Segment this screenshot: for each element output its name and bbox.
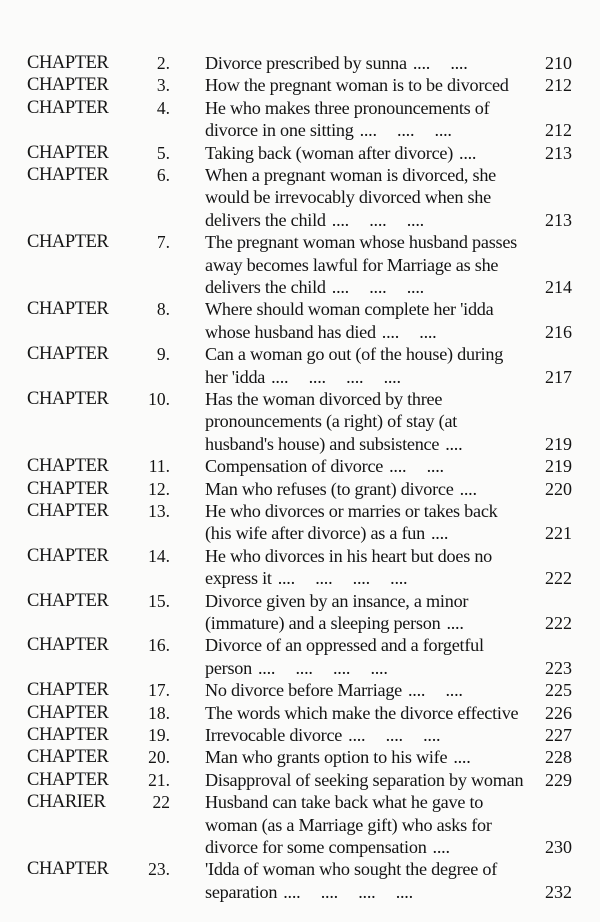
chapter-title-line bbox=[205, 119, 533, 141]
chapter-title-line bbox=[205, 657, 533, 679]
leader-dots: .... .... bbox=[408, 680, 463, 701]
chapter-title bbox=[205, 679, 533, 701]
chapter-title-line bbox=[205, 724, 533, 746]
page-number: 222 bbox=[545, 612, 572, 633]
chapter-number: 8. bbox=[156, 299, 170, 320]
chapter-title-text: Disapproval of seeking separation by woman bbox=[205, 769, 524, 790]
chapter-title-line bbox=[205, 321, 533, 343]
chapter-label: CHAPTER bbox=[27, 702, 109, 723]
chapter-title-line bbox=[205, 567, 533, 589]
chapter-title-text: (immature) and a sleeping person bbox=[205, 613, 441, 633]
leader-dots: .... .... .... .... bbox=[258, 657, 388, 678]
chapter-title-line bbox=[205, 881, 533, 903]
leader-dots: .... .... bbox=[389, 456, 444, 477]
chapter-label: CHAPTER bbox=[27, 680, 109, 701]
chapter-number: 18. bbox=[148, 702, 170, 723]
page-number: 229 bbox=[545, 769, 572, 790]
chapter-title-text: Irrevocable divorce bbox=[205, 725, 343, 745]
chapter-title-line bbox=[205, 612, 533, 634]
chapter-number: 4. bbox=[156, 97, 170, 118]
chapter-label: CHAPTER bbox=[27, 75, 109, 96]
chapter-title bbox=[205, 142, 533, 164]
chapter-number: 3. bbox=[156, 75, 170, 96]
leader-dots: .... bbox=[446, 613, 464, 633]
chapter-title-line: Divorce given by an insance, a minor bbox=[205, 590, 469, 611]
chapter-title-line bbox=[205, 478, 533, 500]
leader-dots: .... bbox=[459, 142, 477, 163]
chapter-title-text: No divorce before Marriage bbox=[205, 680, 402, 701]
chapter-label: CHAPTER bbox=[27, 545, 109, 566]
chapter-title-line bbox=[205, 209, 533, 231]
chapter-title bbox=[205, 231, 533, 298]
page-number: 226 bbox=[545, 702, 572, 723]
chapter-title bbox=[205, 590, 533, 635]
chapter-label: CHAPTER bbox=[27, 389, 109, 409]
chapter-title bbox=[205, 746, 533, 768]
chapter-number: 19. bbox=[148, 725, 170, 745]
chapter-number: 9. bbox=[156, 344, 170, 365]
leader-dots: .... bbox=[445, 433, 463, 454]
chapter-label: CHAPTER bbox=[27, 299, 109, 320]
chapter-title-text: express it bbox=[205, 568, 272, 589]
chapter-title-line bbox=[205, 74, 533, 96]
chapter-number: 12. bbox=[148, 478, 170, 499]
page-number: 232 bbox=[545, 881, 572, 902]
chapter-title-line bbox=[205, 433, 533, 455]
chapter-title-text: divorce in one sitting bbox=[205, 120, 354, 141]
chapter-number: 14. bbox=[148, 545, 170, 566]
chapter-number: 5. bbox=[156, 142, 170, 163]
chapter-label: CHAPTER bbox=[27, 747, 109, 768]
page-number: 223 bbox=[545, 657, 572, 678]
chapter-title-line: The pregnant woman whose husband passes bbox=[205, 232, 517, 253]
chapter-label: CHAPTER bbox=[27, 97, 109, 118]
page-number: 213 bbox=[545, 209, 572, 230]
chapter-title bbox=[205, 74, 533, 96]
chapter-title-text: Taking back (woman after divorce) bbox=[205, 142, 454, 163]
chapter-number: 6. bbox=[156, 165, 170, 185]
page-number: 228 bbox=[545, 747, 572, 768]
chapter-label: CHAPTER bbox=[27, 725, 109, 745]
chapter-title-line bbox=[205, 679, 533, 701]
chapter-title bbox=[205, 724, 533, 746]
page-number: 216 bbox=[545, 321, 572, 342]
chapter-title-text: separation bbox=[205, 881, 278, 902]
chapter-title-text: husband's house) and subsistence bbox=[205, 433, 440, 454]
chapter-title bbox=[205, 343, 533, 388]
chapter-label: CHAPTER bbox=[27, 53, 109, 73]
chapter-title-line bbox=[205, 276, 533, 298]
chapter-title-line: woman (as a Marriage gift) who asks for bbox=[205, 814, 492, 835]
chapter-title bbox=[205, 52, 533, 74]
chapter-title-line bbox=[205, 52, 533, 74]
chapter-title bbox=[205, 791, 533, 858]
chapter-title-text: her 'idda bbox=[205, 366, 266, 387]
chapter-title bbox=[205, 388, 533, 455]
chapter-title-line: When a pregnant woman is divorced, she bbox=[205, 165, 497, 185]
page-number: 227 bbox=[545, 725, 572, 745]
chapter-number: 23. bbox=[148, 859, 170, 880]
chapter-title-text: delivers the child bbox=[205, 209, 326, 230]
chapter-title-text: Compensation of divorce bbox=[205, 456, 384, 477]
chapter-label: CHAPTER bbox=[27, 232, 109, 253]
chapter-number: 10. bbox=[148, 389, 170, 409]
chapter-number: 11. bbox=[148, 456, 170, 477]
chapter-title-line bbox=[205, 746, 533, 768]
leader-dots: .... .... .... bbox=[331, 277, 424, 297]
chapter-title-text: divorce for some compensation bbox=[205, 837, 427, 857]
leader-dots: .... bbox=[459, 478, 477, 499]
chapter-label: CHAPTER bbox=[27, 165, 109, 185]
chapter-title-line bbox=[205, 836, 533, 858]
page-number: 220 bbox=[545, 478, 572, 499]
chapter-title bbox=[205, 298, 533, 343]
page-number: 222 bbox=[545, 568, 572, 589]
chapter-title bbox=[205, 500, 533, 545]
chapter-title-text: Divorce prescribed by sunna bbox=[205, 53, 407, 73]
chapter-title bbox=[205, 702, 533, 724]
chapter-label: CHAPTER bbox=[27, 590, 109, 611]
chapter-label: CHAPTER bbox=[27, 501, 109, 521]
page-number: 225 bbox=[545, 680, 572, 701]
leader-dots: .... bbox=[432, 837, 450, 857]
page-number: 213 bbox=[545, 142, 572, 163]
chapter-title-text: delivers the child bbox=[205, 277, 326, 297]
leader-dots: .... .... .... bbox=[359, 120, 452, 141]
chapter-label: CHARIER bbox=[27, 792, 106, 813]
chapter-title-line: Can a woman go out (of the house) during bbox=[205, 344, 504, 365]
leader-dots: .... .... bbox=[412, 53, 468, 73]
chapter-number: 7. bbox=[156, 232, 170, 253]
chapter-title-line: pronouncements (a right) of stay (at bbox=[205, 411, 458, 432]
chapter-title bbox=[205, 769, 533, 791]
page-number: 230 bbox=[545, 836, 572, 857]
page-number: 219 bbox=[545, 456, 572, 477]
page-number: 219 bbox=[545, 433, 572, 454]
leader-dots: .... .... .... .... bbox=[271, 366, 401, 387]
chapter-title-line bbox=[205, 366, 533, 388]
chapter-label: CHAPTER bbox=[27, 769, 109, 790]
chapter-label: CHAPTER bbox=[27, 344, 109, 365]
chapter-title-line: He who divorces or marries or takes back bbox=[205, 501, 498, 521]
chapter-title-text: How the pregnant woman is to be divorced bbox=[205, 75, 509, 96]
chapter-label: CHAPTER bbox=[27, 859, 109, 880]
leader-dots: .... .... bbox=[381, 321, 437, 342]
chapter-title-line: Where should woman complete her 'idda bbox=[205, 299, 494, 320]
chapter-title-text: Man who grants option to his wife bbox=[205, 747, 448, 768]
chapter-title-line bbox=[205, 702, 533, 724]
chapter-title-text: Man who refuses (to grant) divorce bbox=[205, 478, 454, 499]
page-number: 221 bbox=[545, 523, 572, 544]
chapter-title bbox=[205, 545, 533, 590]
chapter-title bbox=[205, 858, 533, 903]
leader-dots: .... .... .... .... bbox=[277, 568, 408, 589]
chapter-label: CHAPTER bbox=[27, 478, 109, 499]
chapter-title-line: Has the woman divorced by three bbox=[205, 389, 443, 409]
chapter-title-line: away becomes lawful for Marriage as she bbox=[205, 254, 499, 275]
chapter-title-line: would be irrevocably divorced when she bbox=[205, 187, 491, 208]
chapter-title-text: whose husband has died bbox=[205, 321, 376, 342]
chapter-title bbox=[205, 478, 533, 500]
page-number: 212 bbox=[545, 75, 572, 96]
chapter-label: CHAPTER bbox=[27, 635, 109, 656]
leader-dots: .... bbox=[453, 747, 471, 768]
leader-dots: .... .... .... bbox=[348, 725, 441, 745]
chapter-title-text: person bbox=[205, 657, 252, 678]
chapter-label: CHAPTER bbox=[27, 142, 109, 163]
chapter-title-line: 'Idda of woman who sought the degree of bbox=[205, 859, 498, 880]
chapter-title-text: (his wife after divorce) as a fun bbox=[205, 523, 425, 544]
chapter-title bbox=[205, 164, 533, 231]
chapter-number: 15. bbox=[148, 590, 170, 611]
page-number: 217 bbox=[545, 366, 572, 387]
chapter-number: 2. bbox=[156, 53, 170, 73]
chapter-title-line: Husband can take back what he gave to bbox=[205, 792, 484, 813]
chapter-number: 13. bbox=[148, 501, 170, 521]
chapter-title-line: He who makes three pronouncements of bbox=[205, 97, 490, 118]
leader-dots: .... .... .... .... bbox=[283, 881, 413, 902]
chapter-title bbox=[205, 97, 533, 142]
chapter-title-line bbox=[205, 142, 533, 164]
leader-dots: .... bbox=[431, 523, 449, 544]
chapter-title-line: Divorce of an oppressed and a forgetful bbox=[205, 635, 484, 656]
chapter-number: 17. bbox=[148, 680, 170, 701]
page-number: 214 bbox=[545, 276, 572, 297]
page-number: 210 bbox=[545, 53, 572, 73]
chapter-number: 20. bbox=[148, 747, 170, 768]
chapter-title-line bbox=[205, 455, 533, 477]
chapter-title-line bbox=[205, 769, 533, 791]
chapter-title-line: He who divorces in his heart but does no bbox=[205, 545, 493, 566]
chapter-label: CHAPTER bbox=[27, 456, 109, 477]
chapter-title-text: The words which make the divorce effective bbox=[205, 702, 519, 723]
chapter-title bbox=[205, 455, 533, 477]
leader-dots: .... .... .... bbox=[331, 209, 424, 230]
chapter-number: 21. bbox=[148, 769, 170, 790]
chapter-title-line bbox=[205, 522, 533, 544]
page-number: 212 bbox=[545, 120, 572, 141]
chapter-title bbox=[205, 634, 533, 679]
chapter-number: 22 bbox=[152, 792, 170, 813]
chapter-number: 16. bbox=[148, 635, 170, 656]
